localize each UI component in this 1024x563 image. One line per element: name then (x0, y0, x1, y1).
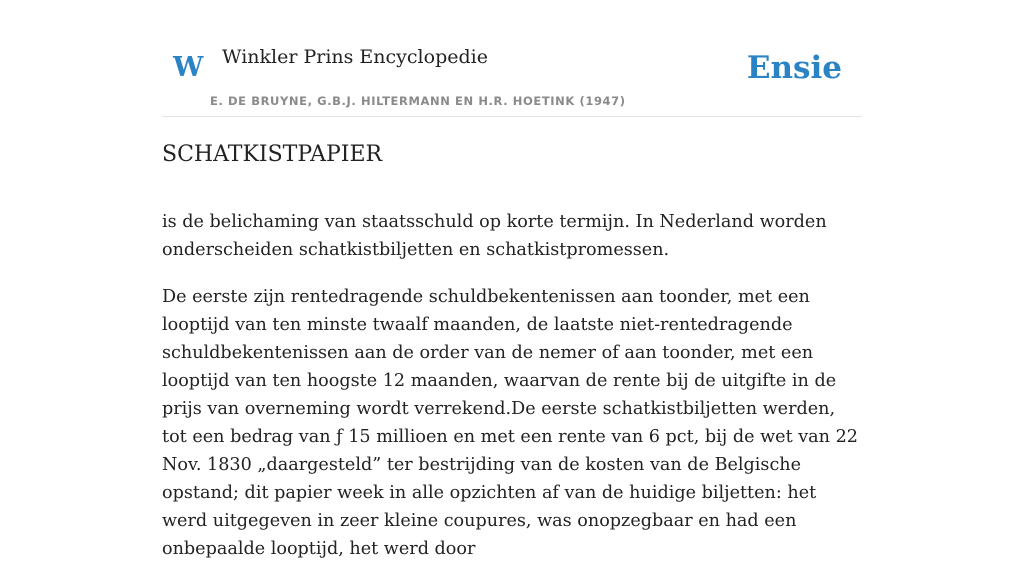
ensie-logo[interactable]: Ensie (746, 50, 842, 86)
article-body (162, 140, 862, 563)
article-paragraph: De eerste zijn rentedragende schuldbekentenissen aan toonder, met een looptijd van ten minste twaalf maanden, de laatste niet-rentedragende schuldbekentenissen aan de order van de nemer of aan toonder, met een looptijd van ten hoogste 12 maanden, waarvan de rente bij de uitgifte in de prijs van overneming wordt verrekend.De eerste schatkistbiljetten werden, tot een bedrag van ƒ 15 millioen en met een rente van 6 pct, bij de wet van 22 Nov. 1830 „daargesteld” ter bestrijding van de kosten van de Belgische opstand; dit papier week in alle opzichten af van de huidige biljetten: het werd uitgegeven in zeer kleine coupures, was onopzegbaar en had een onbepaalde looptijd, het werd door (162, 287, 858, 559)
publication-logo[interactable]: W (173, 52, 204, 83)
publication-title[interactable]: Winkler Prins Encyclopedie (222, 46, 488, 68)
article-title: SCHATKISTPAPIER (162, 142, 383, 167)
article-paragraph: is de belichaming van staatsschuld op korte termijn. In Nederland worden onderscheiden schatkistbiljetten en schatkistpromessen. (162, 212, 827, 260)
publication-authors: E. DE BRUYNE, G.B.J. HILTERMANN EN H.R. HOETINK (1947) (210, 94, 626, 108)
site-header (162, 0, 862, 117)
